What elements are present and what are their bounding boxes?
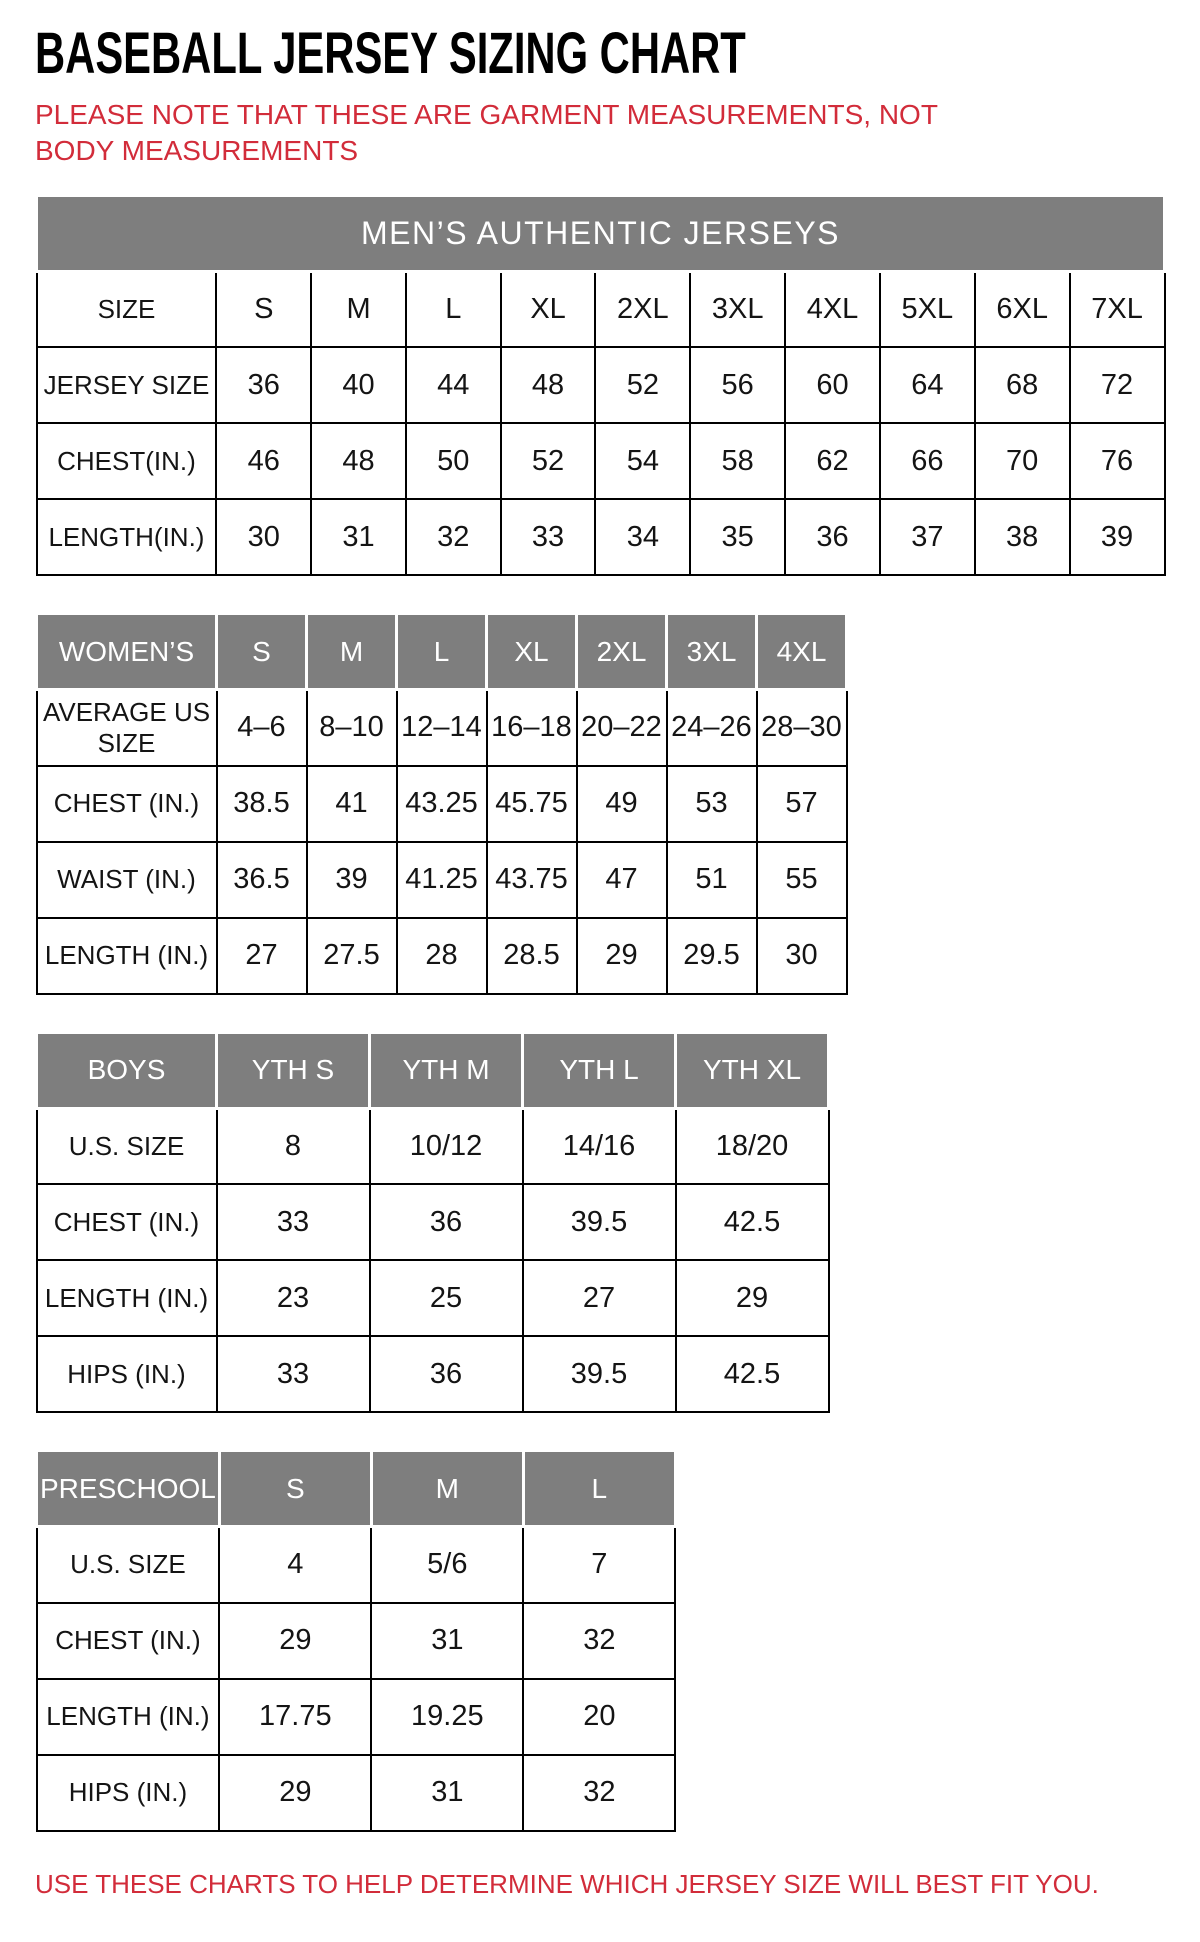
row-label: CHEST (IN.) bbox=[37, 1603, 220, 1679]
table-cell: 27.5 bbox=[307, 918, 397, 994]
column-header: S bbox=[217, 614, 307, 690]
row-label: SIZE bbox=[37, 271, 217, 347]
table-cell: 34 bbox=[595, 499, 690, 575]
table-cell: 31 bbox=[311, 499, 406, 575]
table-cell: 14/16 bbox=[523, 1108, 676, 1184]
table-cell: 36 bbox=[370, 1336, 523, 1412]
table-row bbox=[37, 690, 847, 766]
table-cell: 45.75 bbox=[487, 766, 577, 842]
table-cell: 23 bbox=[217, 1260, 370, 1336]
row-label: U.S. SIZE bbox=[37, 1527, 220, 1603]
table-cell: 35 bbox=[690, 499, 785, 575]
table-header-row bbox=[37, 614, 847, 690]
table-cell: 33 bbox=[217, 1184, 370, 1260]
table-cell: 37 bbox=[880, 499, 975, 575]
table-cell: 60 bbox=[785, 347, 880, 423]
column-header: M bbox=[307, 614, 397, 690]
row-label: LENGTH (IN.) bbox=[37, 1260, 217, 1336]
boys-table-title: BOYS bbox=[37, 1032, 217, 1108]
table-cell: 42.5 bbox=[676, 1184, 829, 1260]
table-cell: L bbox=[406, 271, 501, 347]
table-cell: 4 bbox=[219, 1527, 371, 1603]
table-cell: 30 bbox=[216, 499, 311, 575]
table-cell: 7XL bbox=[1070, 271, 1165, 347]
table-cell: 50 bbox=[406, 423, 501, 499]
table-cell: 62 bbox=[785, 423, 880, 499]
table-cell: 42.5 bbox=[676, 1336, 829, 1412]
table-cell: 51 bbox=[667, 842, 757, 918]
table-cell: 28 bbox=[397, 918, 487, 994]
table-cell: 5/6 bbox=[371, 1527, 523, 1603]
table-cell: 8–10 bbox=[307, 690, 397, 766]
table-cell: 66 bbox=[880, 423, 975, 499]
column-header: 3XL bbox=[667, 614, 757, 690]
column-header: 2XL bbox=[577, 614, 667, 690]
table-cell: 30 bbox=[757, 918, 847, 994]
womens-sizing-table bbox=[35, 612, 848, 995]
table-cell: 72 bbox=[1070, 347, 1165, 423]
page-title: BASEBALL JERSEY SIZING CHART bbox=[35, 21, 746, 86]
table-cell: 4–6 bbox=[217, 690, 307, 766]
table-cell: 29 bbox=[676, 1260, 829, 1336]
table-cell: 33 bbox=[217, 1336, 370, 1412]
table-cell: 52 bbox=[595, 347, 690, 423]
table-cell: 28.5 bbox=[487, 918, 577, 994]
column-header: L bbox=[397, 614, 487, 690]
table-cell: 24–26 bbox=[667, 690, 757, 766]
row-label: CHEST (IN.) bbox=[37, 766, 217, 842]
table-cell: 36.5 bbox=[217, 842, 307, 918]
table-cell: 17.75 bbox=[219, 1679, 371, 1755]
table-cell: 41 bbox=[307, 766, 397, 842]
row-label: CHEST (IN.) bbox=[37, 1184, 217, 1260]
table-row bbox=[37, 271, 1165, 347]
table-cell: 18/20 bbox=[676, 1108, 829, 1184]
table-header-row bbox=[37, 195, 1165, 271]
table-cell: 25 bbox=[370, 1260, 523, 1336]
table-cell: 16–18 bbox=[487, 690, 577, 766]
table-cell: 38 bbox=[975, 499, 1070, 575]
row-label: LENGTH(IN.) bbox=[37, 499, 217, 575]
table-cell: 20 bbox=[523, 1679, 675, 1755]
column-header: YTH S bbox=[217, 1032, 370, 1108]
row-label: LENGTH (IN.) bbox=[37, 918, 217, 994]
row-label: HIPS (IN.) bbox=[37, 1336, 217, 1412]
column-header: L bbox=[523, 1451, 675, 1527]
table-cell: 48 bbox=[311, 423, 406, 499]
table-cell: 6XL bbox=[975, 271, 1070, 347]
table-row bbox=[37, 766, 847, 842]
row-label: CHEST(IN.) bbox=[37, 423, 217, 499]
boys-sizing-table bbox=[35, 1031, 830, 1414]
table-cell: 64 bbox=[880, 347, 975, 423]
table-cell: 7 bbox=[523, 1527, 675, 1603]
column-header: YTH M bbox=[370, 1032, 523, 1108]
table-cell: 56 bbox=[690, 347, 785, 423]
row-label: LENGTH (IN.) bbox=[37, 1679, 220, 1755]
table-cell: 32 bbox=[406, 499, 501, 575]
table-cell: 27 bbox=[523, 1260, 676, 1336]
table-cell: 70 bbox=[975, 423, 1070, 499]
table-row bbox=[37, 1184, 829, 1260]
table-cell: 3XL bbox=[690, 271, 785, 347]
table-cell: 32 bbox=[523, 1603, 675, 1679]
table-cell: 29 bbox=[219, 1755, 371, 1831]
table-cell: 58 bbox=[690, 423, 785, 499]
table-cell: 53 bbox=[667, 766, 757, 842]
preschool-table-title: PRESCHOOL bbox=[37, 1451, 220, 1527]
table-cell: 20–22 bbox=[577, 690, 667, 766]
fit-advice-footer: USE THESE CHARTS TO HELP DETERMINE WHICH JERSEY SIZE WILL BEST FIT YOU. bbox=[35, 1868, 1099, 1899]
table-cell: 39 bbox=[307, 842, 397, 918]
row-label: HIPS (IN.) bbox=[37, 1755, 220, 1831]
column-header: XL bbox=[487, 614, 577, 690]
table-header-row bbox=[37, 1451, 676, 1527]
table-cell: 36 bbox=[216, 347, 311, 423]
womens-table-title: WOMEN’S bbox=[37, 614, 217, 690]
table-cell: 32 bbox=[523, 1755, 675, 1831]
table-row bbox=[37, 1679, 676, 1755]
table-cell: 29.5 bbox=[667, 918, 757, 994]
table-cell: 43.75 bbox=[487, 842, 577, 918]
garment-measurement-note: PLEASE NOTE THAT THESE ARE GARMENT MEASUREMENTS, NOT BODY MEASUREMENTS bbox=[35, 98, 938, 167]
table-cell: 8 bbox=[217, 1108, 370, 1184]
table-cell: 12–14 bbox=[397, 690, 487, 766]
table-row bbox=[37, 347, 1165, 423]
table-header-row bbox=[37, 1032, 829, 1108]
table-row bbox=[37, 423, 1165, 499]
column-header: YTH L bbox=[523, 1032, 676, 1108]
table-cell: 41.25 bbox=[397, 842, 487, 918]
table-row bbox=[37, 1108, 829, 1184]
table-cell: S bbox=[216, 271, 311, 347]
table-cell: 39.5 bbox=[523, 1184, 676, 1260]
table-cell: 39.5 bbox=[523, 1336, 676, 1412]
table-row bbox=[37, 1336, 829, 1412]
table-cell: 40 bbox=[311, 347, 406, 423]
column-header: YTH XL bbox=[676, 1032, 829, 1108]
column-header: M bbox=[371, 1451, 523, 1527]
table-row bbox=[37, 918, 847, 994]
table-cell: 76 bbox=[1070, 423, 1165, 499]
table-cell: 5XL bbox=[880, 271, 975, 347]
table-cell: 33 bbox=[501, 499, 596, 575]
table-cell: 4XL bbox=[785, 271, 880, 347]
row-label: U.S. SIZE bbox=[37, 1108, 217, 1184]
table-cell: 43.25 bbox=[397, 766, 487, 842]
table-row bbox=[37, 1603, 676, 1679]
row-label: AVERAGE US SIZE bbox=[37, 690, 217, 766]
mens-sizing-table bbox=[35, 194, 1166, 577]
table-cell: 38.5 bbox=[217, 766, 307, 842]
table-cell: 55 bbox=[757, 842, 847, 918]
column-header: S bbox=[219, 1451, 371, 1527]
table-row bbox=[37, 499, 1165, 575]
table-cell: 39 bbox=[1070, 499, 1165, 575]
table-cell: 10/12 bbox=[370, 1108, 523, 1184]
table-cell: 47 bbox=[577, 842, 667, 918]
table-cell: 57 bbox=[757, 766, 847, 842]
column-header: 4XL bbox=[757, 614, 847, 690]
table-row bbox=[37, 1260, 829, 1336]
table-row bbox=[37, 842, 847, 918]
table-cell: 49 bbox=[577, 766, 667, 842]
table-cell: 28–30 bbox=[757, 690, 847, 766]
table-cell: 68 bbox=[975, 347, 1070, 423]
row-label: JERSEY SIZE bbox=[37, 347, 217, 423]
table-cell: 44 bbox=[406, 347, 501, 423]
table-cell: 48 bbox=[501, 347, 596, 423]
row-label: WAIST (IN.) bbox=[37, 842, 217, 918]
table-cell: 29 bbox=[577, 918, 667, 994]
preschool-sizing-table bbox=[35, 1449, 677, 1832]
table-cell: 54 bbox=[595, 423, 690, 499]
table-cell: 27 bbox=[217, 918, 307, 994]
table-cell: M bbox=[311, 271, 406, 347]
table-cell: 36 bbox=[370, 1184, 523, 1260]
mens-table-title: MEN’S AUTHENTIC JERSEYS bbox=[37, 195, 1165, 271]
table-cell: 2XL bbox=[595, 271, 690, 347]
table-cell: 31 bbox=[371, 1603, 523, 1679]
table-cell: 36 bbox=[785, 499, 880, 575]
table-cell: 46 bbox=[216, 423, 311, 499]
table-cell: 29 bbox=[219, 1603, 371, 1679]
table-row bbox=[37, 1755, 676, 1831]
table-cell: 19.25 bbox=[371, 1679, 523, 1755]
table-row bbox=[37, 1527, 676, 1603]
table-cell: 31 bbox=[371, 1755, 523, 1831]
table-cell: XL bbox=[501, 271, 596, 347]
table-cell: 52 bbox=[501, 423, 596, 499]
